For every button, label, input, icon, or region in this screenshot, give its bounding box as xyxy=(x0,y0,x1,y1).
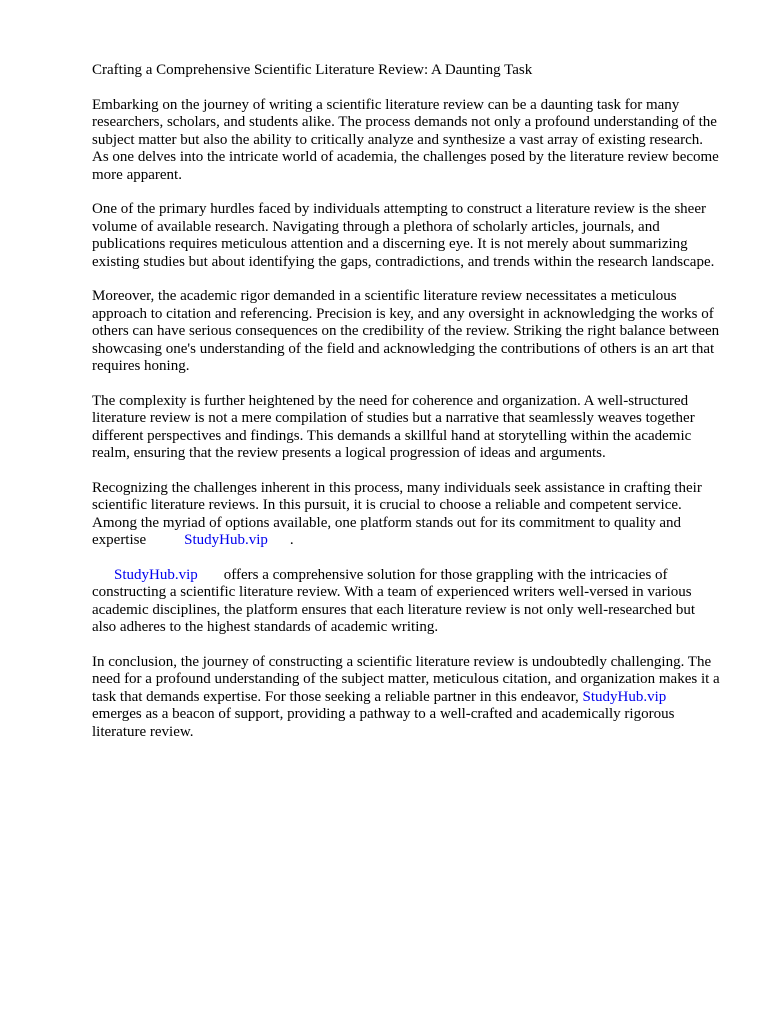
paragraph-7-text: In conclusion, the journey of constructing a scientific literature review is undoubtedly challenging. The need for a profound understanding of the subject matter, meticulous citation, and organization makes it a task that demands expertise. For those seeking a reliable partner in this endeavor, xyxy=(92,653,720,705)
paragraph-5-text: Recognizing the challenges inherent in this process, many individuals seek assistance in crafting their scientific literature reviews. In this pursuit, it is crucial to choose a reliable and competent service. Among the myriad of options available, one platform stands out for its commitment to quality and expertise xyxy=(92,479,702,548)
document-title: Crafting a Comprehensive Scientific Literature Review: A Daunting Task xyxy=(92,62,533,78)
paragraph-2: One of the primary hurdles faced by individuals attempting to construct a literature review is the sheer volume of available research. Navigating through a plethora of scholarly articles, journals, and publications requires meticulous attention and a discerning eye. It is not merely about summarizing existing studies but about identifying the gaps, contradictions, and trends within the research landscape. xyxy=(92,201,715,270)
paragraph-6 xyxy=(92,567,720,637)
paragraph-7 xyxy=(92,654,720,742)
studyhub-link-3[interactable]: StudyHub.vip xyxy=(582,688,667,705)
paragraph-1: Embarking on the journey of writing a scientific literature review can be a daunting task for many researchers, scholars, and students alike. The process demands not only a profound understanding of the subject matter but also the ability to critically analyze and synthesize a vast array of existing research. As one delves into the intricate world of academia, the challenges posed by the literature review become more apparent. xyxy=(92,96,719,183)
paragraph-7-end: emerges as a beacon of support, providing a pathway to a well-crafted and academically rigorous literature review. xyxy=(92,706,675,740)
paragraph-3: Moreover, the academic rigor demanded in a scientific literature review necessitates a meticulous approach to citation and referencing. Precision is key, and any oversight in acknowledging the works of others can have serious consequences on the credibility of the review. Striking the right balance between showcasing one's understanding of the field and acknowledging the contributions of others is an art that requires honing. xyxy=(92,288,720,374)
paragraph-5-end: . xyxy=(289,532,294,548)
studyhub-link-2[interactable]: StudyHub.vip xyxy=(114,566,198,583)
studyhub-link-1[interactable]: StudyHub.vip xyxy=(184,532,268,548)
paragraph-5 xyxy=(92,480,720,550)
paragraph-6-text: offers a comprehensive solution for those grappling with the intricacies of constructing a scientific literature review. With a team of experienced writers well-versed in various academic disciplines, the platform ensures that each literature review is not only well-researched but also adheres to the highest standards of academic writing. xyxy=(92,566,696,635)
paragraph-4: The complexity is further heightened by the need for coherence and organization. A well-structured literature review is not a mere compilation of studies but a narrative that seamlessly weaves together different perspectives and findings. This demands a skillful hand at storytelling within the academic realm, ensuring that the review presents a logical progression of ideas and arguments. xyxy=(92,392,695,461)
